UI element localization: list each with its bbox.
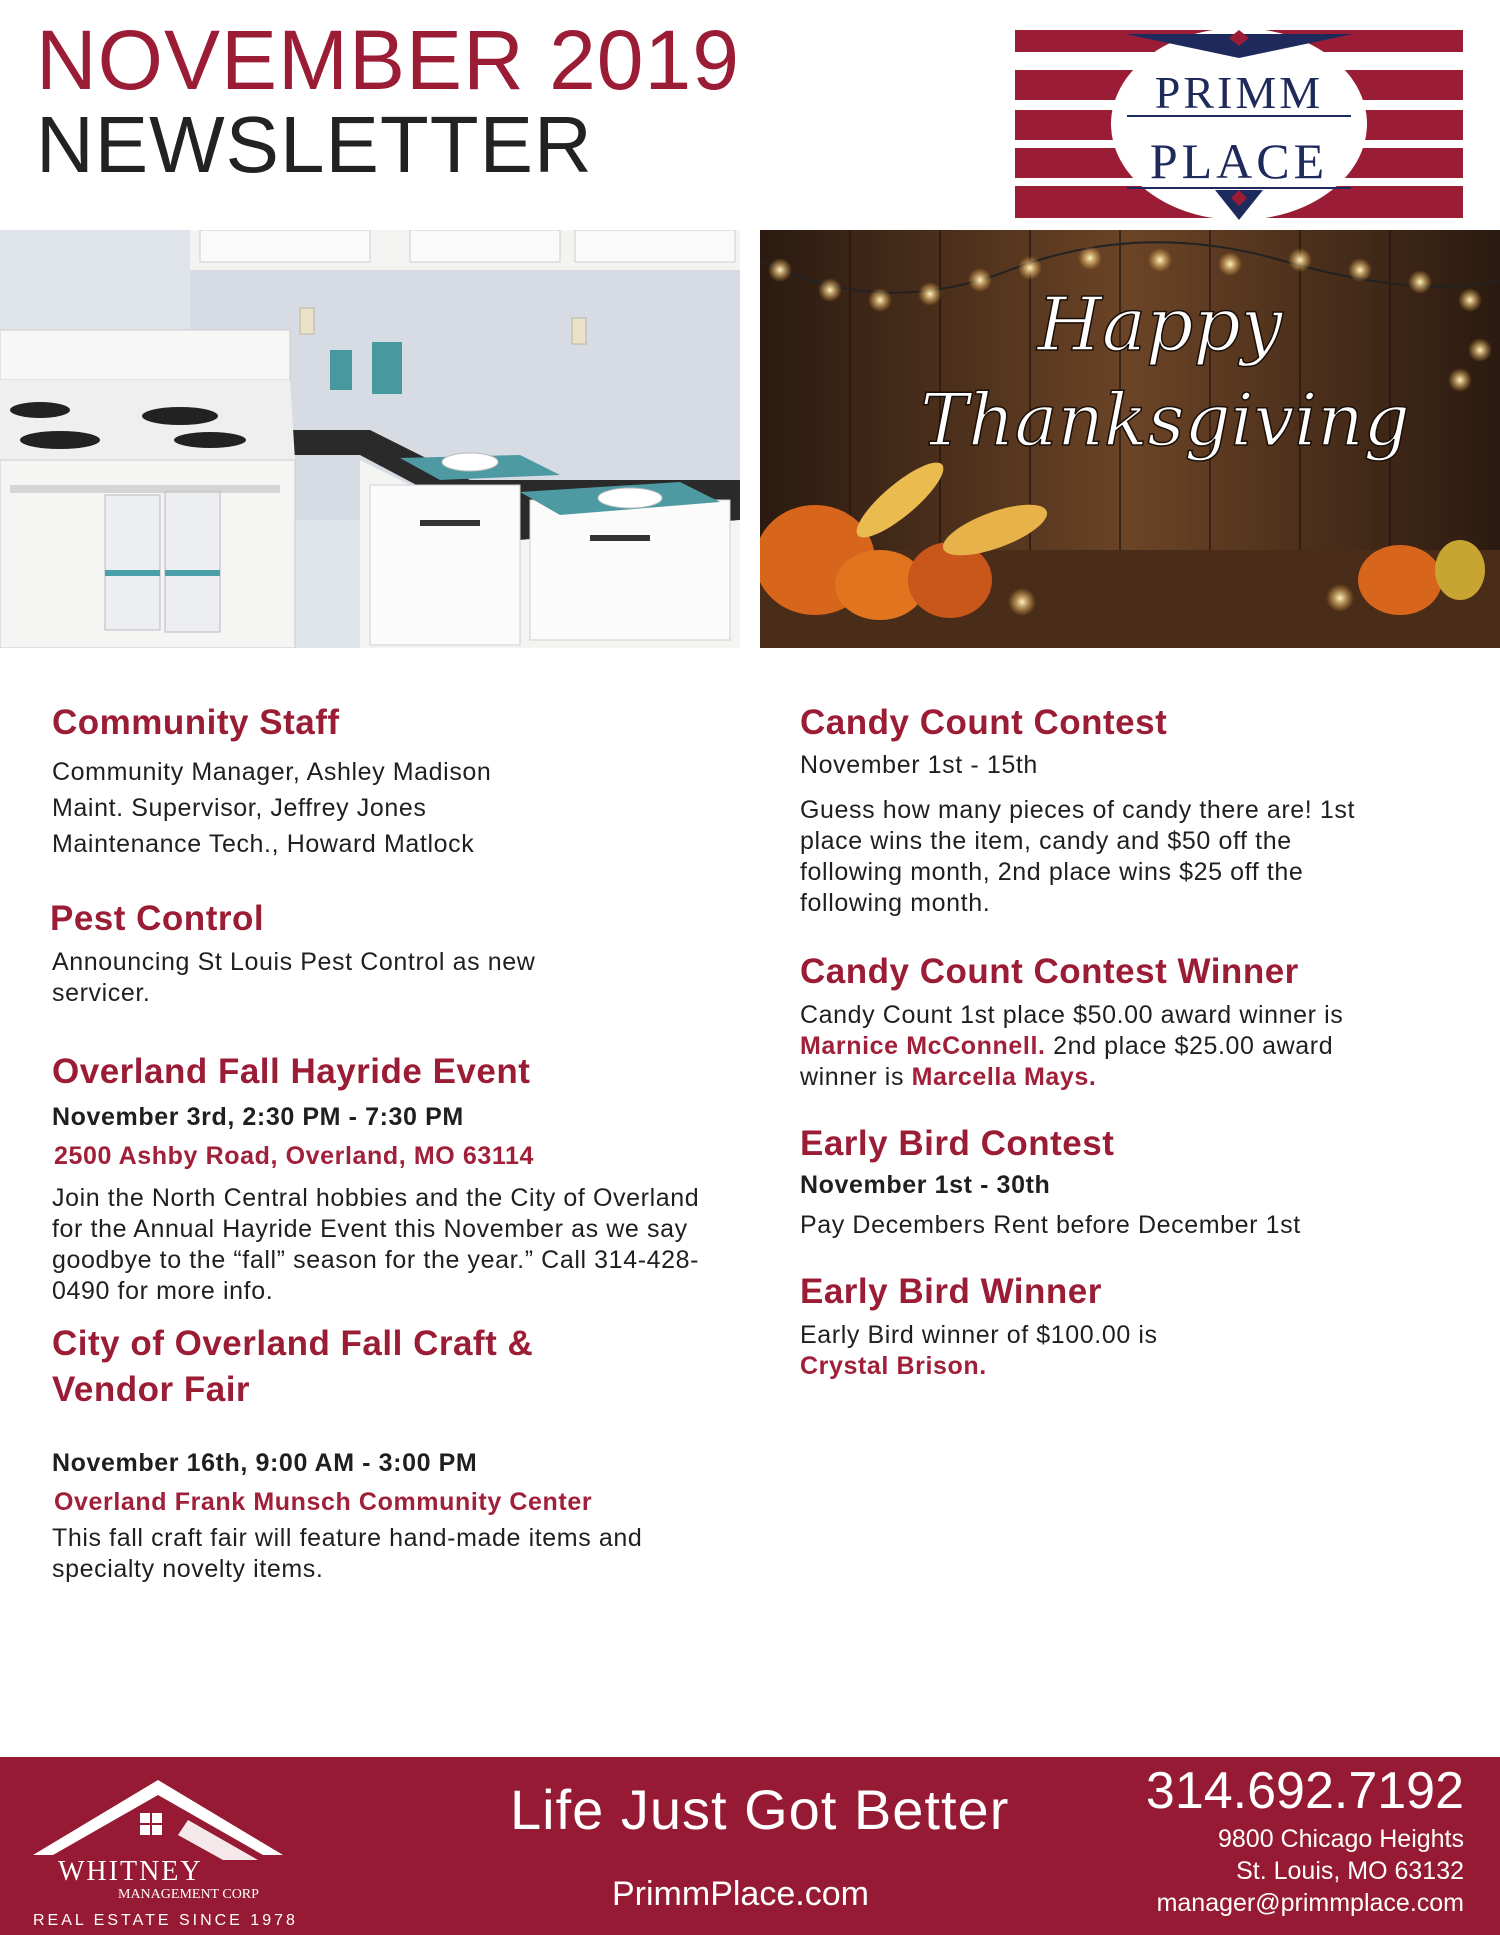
whitney-subname: MANAGEMENT CORP bbox=[118, 1887, 259, 1902]
first-place-winner: Marnice McConnell. bbox=[800, 1032, 1046, 1060]
craft-fair-date: November 16th, 9:00 AM - 3:00 PM bbox=[52, 1448, 478, 1477]
happy-text: Happy bbox=[1037, 282, 1283, 368]
hayride-address: 2500 Ashby Road, Overland, MO 63114 bbox=[54, 1141, 534, 1170]
website-link[interactable]: PrimmPlace.com bbox=[612, 1875, 869, 1913]
early-bird-date: November 1st - 30th bbox=[800, 1170, 1051, 1199]
kitchen-photo bbox=[0, 230, 740, 648]
logo-word-place: PLACE bbox=[1149, 133, 1329, 189]
staff-line: Maintenance Tech., Howard Matlock bbox=[52, 829, 475, 858]
address-line-1: 9800 Chicago Heights bbox=[1218, 1825, 1464, 1853]
second-place-winner: Marcella Mays. bbox=[911, 1063, 1097, 1091]
address-line-2: St. Louis, MO 63132 bbox=[1236, 1857, 1464, 1885]
candy-contest-date: November 1st - 15th bbox=[800, 750, 1038, 779]
tagline: Life Just Got Better bbox=[510, 1778, 1010, 1841]
newsletter-title-month: NOVEMBER 2019 bbox=[36, 13, 740, 107]
pest-control-text: Announcing St Louis Pest Control as new servicer. bbox=[52, 948, 536, 1007]
thanksgiving-text: Thanksgiving bbox=[920, 378, 1410, 462]
real-estate-since: REAL ESTATE SINCE 1978 bbox=[33, 1912, 298, 1929]
whitney-name: WHITNEY bbox=[58, 1856, 203, 1887]
left-column bbox=[52, 700, 732, 1585]
thanksgiving-banner bbox=[760, 230, 1500, 648]
candy-winner-heading: Candy Count Contest Winner bbox=[800, 951, 1299, 991]
early-bird-heading: Early Bird Contest bbox=[800, 1124, 1115, 1163]
early-bird-winner-name: Crystal Brison. bbox=[800, 1352, 987, 1380]
staff-line: Community Manager, Ashley Madison bbox=[52, 757, 492, 786]
early-bird-winner-text: Early Bird winner of $100.00 is bbox=[800, 1321, 1158, 1349]
candy-winner-text: Candy Count 1st place $50.00 award winner is Marnice McConnell. 2nd place $25.00 award winner is Marcella Mays. bbox=[800, 1001, 1344, 1091]
phone-number[interactable]: 314.692.7192 bbox=[1145, 1762, 1464, 1820]
craft-fair-location: Overland Frank Munsch Community Center bbox=[54, 1487, 593, 1516]
whitney-management-logo bbox=[28, 1765, 298, 1930]
candy-contest-text: Guess how many pieces of candy there are! 1st place wins the item, candy and $50 off the following month, 2nd place wins $25 off the following month. bbox=[800, 795, 1356, 917]
candy-contest-heading: Candy Count Contest bbox=[800, 703, 1168, 742]
pest-control-heading: Pest Control bbox=[50, 898, 265, 938]
primm-place-logo bbox=[1015, 30, 1463, 220]
footer bbox=[0, 1757, 1500, 1935]
hayride-date: November 3rd, 2:30 PM - 7:30 PM bbox=[52, 1102, 464, 1131]
hayride-text: Join the North Central hobbies and the City of Overland for the Annual Hayride Event this November as we say goodbye to the “fall” season for the year.” Call 314-428-0490 for more info. bbox=[52, 1183, 700, 1305]
community-staff-heading: Community Staff bbox=[52, 703, 340, 742]
email-link[interactable]: manager@primmplace.com bbox=[1156, 1889, 1464, 1917]
hayride-heading: Overland Fall Hayride Event bbox=[52, 1052, 531, 1091]
logo-word-primm: PRIMM bbox=[1154, 67, 1324, 118]
early-bird-winner-heading: Early Bird Winner bbox=[800, 1271, 1102, 1311]
craft-fair-text: This fall craft fair will feature hand-made items and specialty novelty items. bbox=[52, 1523, 643, 1583]
early-bird-text: Pay Decembers Rent before December 1st bbox=[800, 1210, 1301, 1239]
craft-fair-heading: City of Overland Fall Craft & Vendor Fair bbox=[52, 1323, 534, 1409]
staff-line: Maint. Supervisor, Jeffrey Jones bbox=[52, 793, 427, 822]
newsletter-title: NEWSLETTER bbox=[36, 100, 593, 189]
right-column bbox=[800, 700, 1460, 1382]
